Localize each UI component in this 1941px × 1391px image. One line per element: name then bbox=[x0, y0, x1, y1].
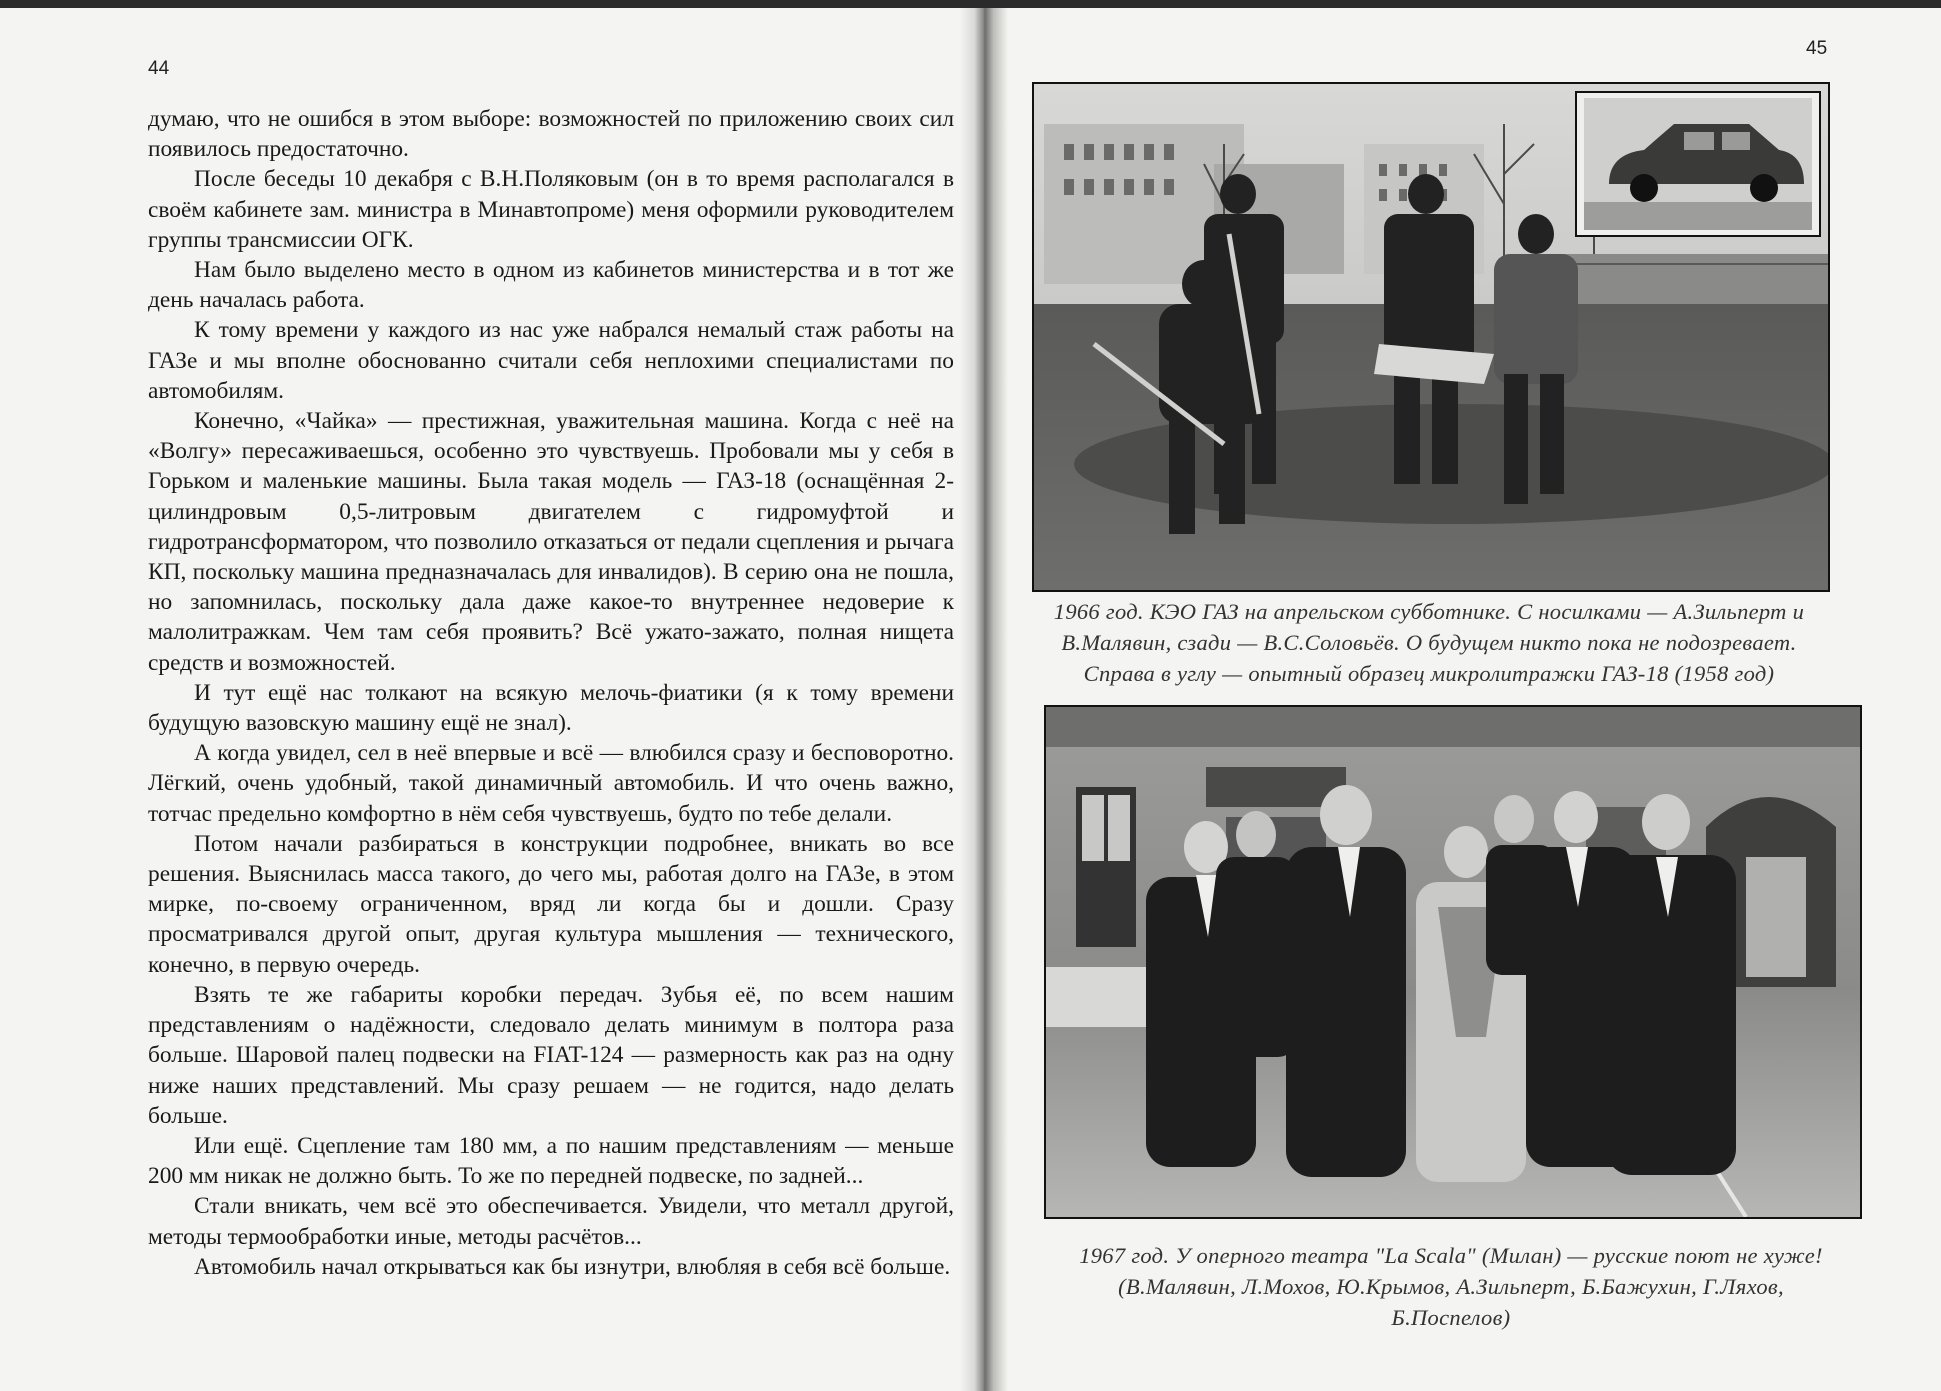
caption-line: Б.Поспелов) bbox=[1391, 1305, 1511, 1330]
book-gutter bbox=[960, 8, 1008, 1391]
photo-subbotnik-caption bbox=[1032, 596, 1826, 689]
paragraph: А когда увидел, сел в неё впервые и всё — влюбился сразу и бесповоротно. Лёгкий, очень удобный, такой динамичный автомобиль. И что очень важно, тотчас предельно комфортно в нём себя чувствуешь, будто по тебе делали. bbox=[148, 740, 954, 827]
paragraph: Взять те же габариты коробки передач. Зубья её, по всем нашим представлениям о надёжности, следовало делать минимум в полтора раза больше. Шаровой палец подвески на FIAT-124 — размерность как раз на одну ниже наших представлений. Мы сразу решаем — не годится, надо делать больше. bbox=[148, 981, 954, 1129]
paragraph: Или ещё. Сцепление там 180 мм, а по нашим представлениям — меньше 200 мм никак не должно быть. То же по передней подвеске, по задней... bbox=[148, 1132, 954, 1190]
page-number-left: 44 bbox=[148, 58, 170, 79]
photo-subbotnik bbox=[1032, 82, 1830, 592]
paragraph: И тут ещё нас толкают на всякую мелочь-фиатики (я к тому времени будущую вазовскую машину ещё не знал). bbox=[148, 679, 954, 737]
paragraph: думаю, что не ошибся в этом выборе: возможностей по приложению своих сил появилось предостаточно. bbox=[148, 106, 954, 163]
top-edge bbox=[0, 0, 1941, 8]
paragraph: После беседы 10 декабря с В.Н.Поляковым (он в то время располагался в своём кабинете зам. министра в Минавтопроме) меня оформили руководителем группы трансмиссии ОГК. bbox=[148, 166, 954, 253]
book-spread bbox=[0, 8, 1941, 1391]
left-page-body bbox=[148, 104, 954, 1282]
paragraph: Потом начали разбираться в конструкции подробнее, вникать во все решения. Выяснилась масса такого, до чего мы, работая долго на ГАЗе, в этом мирке, по-своему ограниченном, вряд ли когда бы и дошли. Сразу просматривался другой опыт, другая культура мышления — технического, конечно, в первую очередь. bbox=[148, 830, 954, 978]
caption-line: 1967 год. У оперного театра "La Scala" (Милан) — русские поют не хуже! bbox=[1079, 1243, 1823, 1268]
photo-la-scala-caption bbox=[1044, 1240, 1858, 1333]
caption-line: В.Малявин, сзади — В.С.Соловьёв. О будущем никто пока не подозревает. bbox=[1061, 630, 1797, 655]
paragraph: К тому времени у каждого из нас уже набрался немалый стаж работы на ГАЗе и мы вполне обоснованно считали себя неплохими специалистами по автомобилям. bbox=[148, 317, 954, 404]
paragraph: Стали вникать, чем всё это обеспечивается. Увидели, что металл другой, методы термообработки иные, методы расчётов... bbox=[148, 1193, 954, 1250]
photo-la-scala-image bbox=[1046, 707, 1860, 1217]
caption-line: 1966 год. КЭО ГАЗ на апрельском субботнике. С носилками — А.Зильперт и bbox=[1053, 599, 1805, 624]
paragraph: Конечно, «Чайка» — престижная, уважительная машина. Когда с неё на «Волгу» пересаживаешься, особенно это чувствуешь. Пробовали мы у себя в Горьком и маленькие машины. Была такая модель — ГАЗ-18 (оснащённая 2-цилиндровым 0,5-литровым двигателем с гидромуфтой и гидротрансформатором, что позволило отказаться от педали сцепления и рычага КП, поскольку машина предназначалась для инвалидов). В серию она не пошла, но запомнилась, поскольку дала даже какое-то внутреннее недоверие к малолитражкам. Чем там себя проявить? Всё ужато-зажато, полная нищета средств и возможностей. bbox=[148, 408, 954, 676]
photo-subbotnik-image bbox=[1034, 84, 1828, 590]
page-number-right: 45 bbox=[1806, 38, 1828, 59]
photo-la-scala bbox=[1044, 705, 1862, 1219]
paragraph: Автомобиль начал открываться как бы изнутри, влюбляя в себя всё больше. bbox=[194, 1253, 951, 1280]
caption-line: (В.Малявин, Л.Мохов, Ю.Крымов, А.Зильперт, Б.Бажухин, Г.Ляхов, bbox=[1118, 1274, 1784, 1299]
paragraph: Нам было выделено место в одном из кабинетов министерства и в тот же день началась работа. bbox=[148, 257, 954, 314]
caption-line: Справа в углу — опытный образец микролитражки ГАЗ-18 (1958 год) bbox=[1083, 661, 1775, 686]
